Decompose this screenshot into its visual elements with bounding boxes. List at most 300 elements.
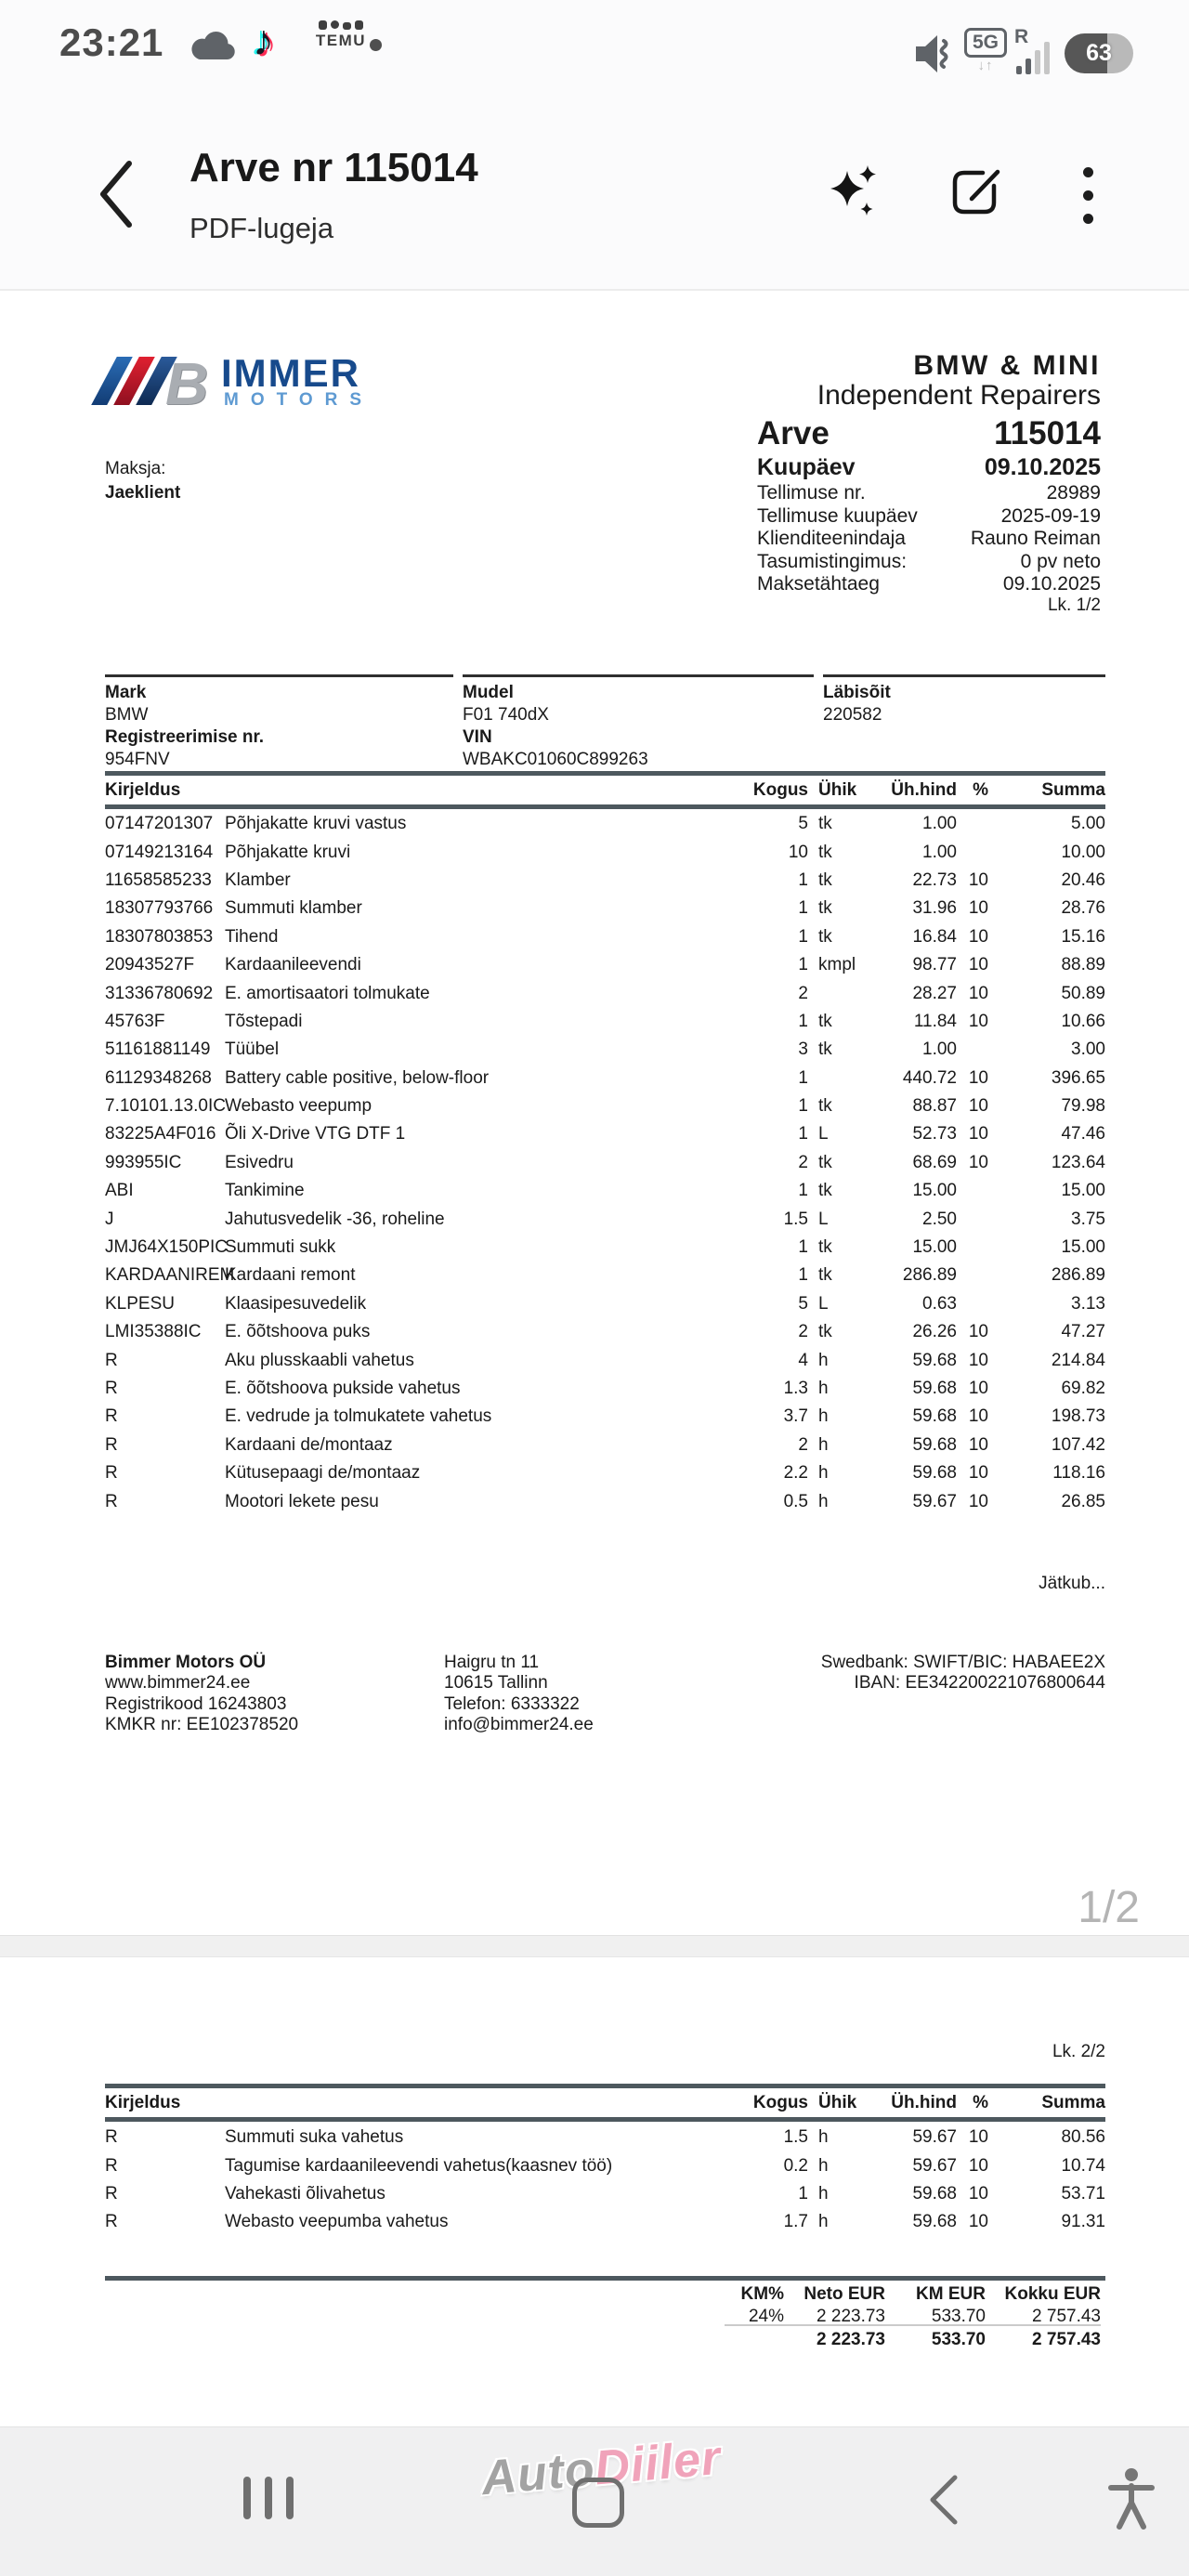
item-description: Klaasipesuvedelik xyxy=(225,1293,367,1314)
temu-icon xyxy=(308,20,373,50)
item-unit: h xyxy=(818,1379,829,1398)
invoice-line-row xyxy=(105,2151,1105,2179)
item-total: 10.00 xyxy=(1061,842,1105,862)
invoice-detail-row xyxy=(757,482,1101,505)
vehicle-model-value: F01 740dX xyxy=(463,705,549,725)
vehicle-rule-2 xyxy=(463,674,814,677)
item-unit: tk xyxy=(818,926,832,947)
footer-bank-col xyxy=(641,1653,1105,1694)
vehicle-vin-value: WBAKC01060C899263 xyxy=(463,750,648,769)
detail-value: 28989 xyxy=(1046,482,1101,503)
item-unit: tk xyxy=(818,1265,832,1286)
item-unit-price: 1.00 xyxy=(922,842,957,862)
invoice-line-row xyxy=(105,979,1105,1007)
top-app-bar xyxy=(0,0,1189,291)
col-pct: % xyxy=(973,780,988,800)
col-kirjeldus: Kirjeldus xyxy=(105,780,181,800)
item-discount-pct: 10 xyxy=(968,1463,988,1484)
items-header-1 xyxy=(105,779,1105,802)
item-discount-pct: 10 xyxy=(968,1350,988,1370)
item-discount-pct: 10 xyxy=(968,1124,988,1144)
footer-line: KMKR nr: EE102378520 xyxy=(105,1715,299,1735)
item-quantity: 0.5 xyxy=(783,1491,808,1511)
item-unit: tk xyxy=(818,1011,832,1031)
page-title: Arve nr 115014 xyxy=(189,145,478,190)
footer-line: Swedbank: SWIFT/BIC: HABAEE2X xyxy=(820,1653,1105,1672)
item-code: 51161881149 xyxy=(105,1040,211,1060)
item-unit-price: 1.00 xyxy=(922,814,957,834)
item-code: 07149213164 xyxy=(105,842,214,862)
detail-label: Tellimuse nr. xyxy=(757,482,866,503)
vat-amount: 533.70 xyxy=(931,2307,986,2326)
item-unit-price: 59.68 xyxy=(912,2183,957,2203)
divider-thick xyxy=(105,2276,1105,2281)
invoice-line-row xyxy=(105,2180,1105,2208)
divider-thick xyxy=(105,2117,1105,2122)
vehicle-model-label: Mudel xyxy=(463,683,514,702)
item-unit-price: 16.84 xyxy=(912,926,957,947)
item-description: Kardaani de/montaaz xyxy=(225,1434,393,1455)
item-unit-price: 59.68 xyxy=(912,2212,957,2232)
invoice-line-row xyxy=(105,1036,1105,1064)
item-quantity: 2 xyxy=(798,1152,808,1172)
item-unit: L xyxy=(818,1209,829,1229)
item-unit-price: 98.77 xyxy=(912,955,957,975)
col-yhik: Ühik xyxy=(818,780,857,800)
item-total: 28.76 xyxy=(1061,898,1105,919)
totals-divider xyxy=(725,2324,1101,2326)
item-code: 20943527F xyxy=(105,955,195,975)
item-code: 07147201307 xyxy=(105,814,214,834)
item-description: Mootori lekete pesu xyxy=(225,1491,379,1511)
item-description: Vahekasti õlivahetus xyxy=(225,2183,385,2203)
totals-kokku-label: Kokku EUR xyxy=(1004,2284,1101,2304)
item-quantity: 2 xyxy=(798,983,808,1003)
item-unit: tk xyxy=(818,1152,832,1172)
5g-icon xyxy=(964,28,1007,74)
battery-percent: 63 xyxy=(1086,40,1112,66)
watermark-auto: Auto xyxy=(478,2441,597,2506)
invoice-detail-row xyxy=(757,528,1101,551)
item-quantity: 1 xyxy=(798,1181,808,1201)
invoice-line-row xyxy=(105,1149,1105,1177)
item-unit-price: 68.69 xyxy=(912,1152,957,1172)
col-yhhind: Üh.hind xyxy=(891,780,957,800)
invoice-line-row xyxy=(105,810,1105,838)
detail-label: Klienditeenindaja xyxy=(757,528,906,550)
invoice-line-row xyxy=(105,838,1105,866)
divider-thick xyxy=(105,771,1105,776)
5g-badge: 5G xyxy=(964,28,1007,58)
item-total: 5.00 xyxy=(1071,814,1105,834)
item-total: 3.75 xyxy=(1071,1209,1105,1229)
item-discount-pct: 10 xyxy=(968,926,988,947)
col-kirjeldus: Kirjeldus xyxy=(105,2093,181,2112)
item-quantity: 10 xyxy=(788,842,808,862)
vehicle-rule-3 xyxy=(823,674,1105,677)
totals-km-label: KM EUR xyxy=(916,2284,986,2304)
invoice-line-row xyxy=(105,1092,1105,1120)
item-code: R xyxy=(105,2212,118,2232)
divider-thick xyxy=(105,2084,1105,2088)
grand-total: 2 757.43 xyxy=(1032,2330,1101,2349)
item-unit: h xyxy=(818,1434,829,1455)
item-code: R xyxy=(105,1434,118,1455)
item-quantity: 1 xyxy=(798,898,808,919)
item-description: Tihend xyxy=(225,926,279,947)
item-total: 198.73 xyxy=(1051,1406,1105,1427)
brand-subheading: Independent Repairers xyxy=(817,380,1101,411)
item-quantity: 1 xyxy=(798,926,808,947)
item-total: 3.13 xyxy=(1071,1293,1105,1314)
invoice-line-row xyxy=(105,951,1105,979)
divider-thick xyxy=(105,804,1105,809)
item-description: Õli X-Drive VTG DTF 1 xyxy=(225,1124,406,1144)
invoice-line-row xyxy=(105,1403,1105,1431)
invoice-line-row xyxy=(105,1008,1105,1036)
item-quantity: 2 xyxy=(798,1322,808,1342)
footer-line: Haigru tn 11 xyxy=(444,1653,540,1672)
vehicle-mileage-value: 220582 xyxy=(823,705,882,725)
invoice-number: 115014 xyxy=(994,415,1101,451)
item-unit-price: 28.27 xyxy=(912,983,957,1003)
grand-vat: 533.70 xyxy=(931,2330,986,2349)
item-discount-pct: 10 xyxy=(968,1152,988,1172)
roaming-indicator: R xyxy=(1014,26,1029,47)
item-quantity: 1 xyxy=(798,1096,808,1117)
grand-net: 2 223.73 xyxy=(817,2330,885,2349)
item-quantity: 1 xyxy=(798,1067,808,1088)
item-discount-pct: 10 xyxy=(968,1011,988,1031)
item-description: E. amortisaatori tolmukate xyxy=(225,983,430,1003)
item-description: Jahutusvedelik -36, roheline xyxy=(225,1209,445,1229)
items-list-1 xyxy=(105,810,1105,1516)
item-total: 88.89 xyxy=(1061,955,1105,975)
back-button[interactable] xyxy=(923,2474,962,2530)
overflow-menu-icon[interactable] xyxy=(1083,167,1094,237)
invoice-date-value: 09.10.2025 xyxy=(984,454,1101,480)
item-description: Summuti suka vahetus xyxy=(225,2127,404,2148)
invoice-line-row xyxy=(105,1177,1105,1205)
invoice-detail-rows xyxy=(757,482,1101,596)
item-description: Klamber xyxy=(225,870,291,890)
item-quantity: 1 xyxy=(798,1237,808,1258)
item-total: 107.42 xyxy=(1051,1434,1105,1455)
item-total: 79.98 xyxy=(1061,1096,1105,1117)
item-description: Aku plusskaabli vahetus xyxy=(225,1350,414,1370)
footer-company-name: Bimmer Motors OÜ xyxy=(105,1653,267,1672)
item-discount-pct: 10 xyxy=(968,1434,988,1455)
invoice-line-row xyxy=(105,1318,1105,1346)
tiktok-icon: ♪ xyxy=(253,16,274,64)
col-summa: Summa xyxy=(1041,780,1105,800)
item-total: 3.00 xyxy=(1071,1040,1105,1060)
item-code: 31336780692 xyxy=(105,983,214,1003)
invoice-date-label: Kuupäev xyxy=(757,454,856,480)
detail-label: Maksetähtaeg xyxy=(757,573,880,595)
logo-motors-text: MOTORS xyxy=(224,390,374,410)
item-unit: h xyxy=(818,2127,829,2148)
item-total: 91.31 xyxy=(1061,2212,1105,2232)
item-unit-price: 59.68 xyxy=(912,1434,957,1455)
notification-dot-icon xyxy=(370,39,382,51)
item-code: R xyxy=(105,2155,118,2176)
item-unit: tk xyxy=(818,1096,832,1117)
item-code: R xyxy=(105,1463,118,1484)
invoice-line-row xyxy=(105,923,1105,951)
page-separator xyxy=(0,1935,1189,1957)
item-unit-price: 52.73 xyxy=(912,1124,957,1144)
item-unit: L xyxy=(818,1293,829,1314)
invoice-line-row xyxy=(105,1487,1105,1515)
logo-b-letter: B xyxy=(165,350,209,417)
footer-line: IBAN: EE342200221076800644 xyxy=(854,1673,1105,1693)
item-unit-price: 59.68 xyxy=(912,1463,957,1484)
item-quantity: 1 xyxy=(798,1124,808,1144)
item-discount-pct: 10 xyxy=(968,1491,988,1511)
bimmer-motors-logo xyxy=(93,350,374,417)
item-total: 26.85 xyxy=(1061,1491,1105,1511)
item-discount-pct: 10 xyxy=(968,955,988,975)
item-quantity: 1.3 xyxy=(783,1379,808,1398)
item-total: 10.66 xyxy=(1061,1011,1105,1031)
item-quantity: 1 xyxy=(798,2183,808,2203)
detail-value: 0 pv neto xyxy=(1020,550,1101,572)
item-description: Summuti klamber xyxy=(225,898,362,919)
item-description: Kütusepaagi de/montaaz xyxy=(225,1463,421,1484)
status-clock: 23:21 xyxy=(59,20,164,64)
item-discount-pct: 10 xyxy=(968,2212,988,2232)
item-description: E. vedrude ja tolmukatete vahetus xyxy=(225,1406,492,1427)
logo-immer-text: IMMER xyxy=(221,351,360,395)
item-quantity: 4 xyxy=(798,1350,808,1370)
item-unit: h xyxy=(818,1491,829,1511)
item-unit-price: 88.87 xyxy=(912,1096,957,1117)
back-icon[interactable] xyxy=(96,158,137,235)
invoice-line-row xyxy=(105,2208,1105,2236)
item-total: 214.84 xyxy=(1051,1350,1105,1370)
recents-button[interactable] xyxy=(243,2477,294,2519)
vehicle-reg-value: 954FNV xyxy=(105,750,170,769)
item-total: 80.56 xyxy=(1061,2127,1105,2148)
temu-mini-glyphs xyxy=(308,20,373,30)
item-description: Tõstepadi xyxy=(225,1011,303,1031)
item-unit-price: 0.63 xyxy=(922,1293,957,1314)
item-total: 53.71 xyxy=(1061,2183,1105,2203)
item-unit: tk xyxy=(818,898,832,919)
item-code: LMI35388IC xyxy=(105,1322,202,1342)
invoice-line-row xyxy=(105,1205,1105,1233)
item-code: R xyxy=(105,1406,118,1427)
item-unit: kmpl xyxy=(818,955,856,975)
item-unit-price: 286.89 xyxy=(902,1265,957,1286)
item-discount-pct: 10 xyxy=(968,1379,988,1398)
invoice-label: Arve xyxy=(757,415,830,451)
item-code: R xyxy=(105,1350,118,1370)
item-code: 83225A4F016 xyxy=(105,1124,216,1144)
item-total: 15.00 xyxy=(1061,1181,1105,1201)
item-unit-price: 15.00 xyxy=(912,1181,957,1201)
col-pct: % xyxy=(973,2093,988,2112)
item-discount-pct: 10 xyxy=(968,1096,988,1117)
item-unit-price: 15.00 xyxy=(912,1237,957,1258)
gross-amount: 2 757.43 xyxy=(1032,2307,1101,2326)
item-unit: tk xyxy=(818,814,832,834)
item-quantity: 1 xyxy=(798,1011,808,1031)
item-total: 47.46 xyxy=(1061,1124,1105,1144)
item-description: E. õõtshoova puks xyxy=(225,1322,371,1342)
vehicle-vin-label: VIN xyxy=(463,727,492,747)
item-total: 15.00 xyxy=(1061,1237,1105,1258)
col-summa: Summa xyxy=(1041,2093,1105,2112)
item-description: Põhjakatte kruvi vastus xyxy=(225,814,407,834)
system-navigation-bar xyxy=(0,2426,1189,2576)
item-quantity: 5 xyxy=(798,1293,808,1314)
item-description: Tankimine xyxy=(225,1181,305,1201)
watermark-diiler: Diiler xyxy=(592,2430,724,2496)
footer-line: Telefon: 6333322 xyxy=(444,1693,580,1714)
col-yhik: Ühik xyxy=(818,2093,857,2112)
item-unit: tk xyxy=(818,842,832,862)
brand-heading: BMW & MINI xyxy=(913,350,1101,381)
item-quantity: 3 xyxy=(798,1040,808,1060)
item-unit: h xyxy=(818,2183,829,2203)
page-subtitle: PDF-lugeja xyxy=(189,212,334,244)
data-arrows-icon: ↓↑ xyxy=(977,58,994,73)
item-unit-price: 2.50 xyxy=(922,1209,957,1229)
invoice-line-row xyxy=(105,1375,1105,1403)
item-quantity: 3.7 xyxy=(783,1406,808,1427)
item-unit: tk xyxy=(818,1181,832,1201)
item-description: Tagumise kardaanileevendi vahetus(kaasnev töö) xyxy=(225,2155,613,2176)
mute-icon xyxy=(914,32,959,81)
continues-note: Jätkub... xyxy=(1039,1574,1105,1593)
col-kogus: Kogus xyxy=(752,2093,808,2112)
page-label-1: Lk. 1/2 xyxy=(1047,595,1101,615)
item-code: JMJ64X150PIC xyxy=(105,1237,229,1258)
item-quantity: 1.5 xyxy=(783,2127,808,2148)
item-unit-price: 59.68 xyxy=(912,1406,957,1427)
item-unit: tk xyxy=(818,1040,832,1060)
footer-line: 10615 Tallinn xyxy=(444,1673,548,1693)
items-header-2 xyxy=(105,2092,1105,2114)
item-code: R xyxy=(105,1491,118,1511)
footer-line: info@bimmer24.ee xyxy=(444,1715,594,1735)
item-quantity: 2.2 xyxy=(783,1463,808,1484)
item-unit-price: 440.72 xyxy=(902,1067,957,1088)
footer-line: Registrikood 16243803 xyxy=(105,1693,287,1714)
item-total: 47.27 xyxy=(1061,1322,1105,1342)
item-total: 396.65 xyxy=(1051,1067,1105,1088)
item-quantity: 1.5 xyxy=(783,1209,808,1229)
item-quantity: 1 xyxy=(798,955,808,975)
item-description: Tüübel xyxy=(225,1040,280,1060)
page-indicator: 1/2 xyxy=(1078,1883,1140,1932)
invoice-number-row xyxy=(757,415,1101,452)
invoice-line-row xyxy=(105,867,1105,895)
invoice-line-row xyxy=(105,1432,1105,1459)
signal-strength-icon xyxy=(1014,26,1057,76)
items-list-2 xyxy=(105,2124,1105,2237)
item-code: 7.10101.13.0IC xyxy=(105,1096,226,1117)
item-discount-pct: 10 xyxy=(968,898,988,919)
vehicle-mileage-label: Läbisõit xyxy=(823,683,891,702)
item-discount-pct: 10 xyxy=(968,1322,988,1342)
invoice-line-row xyxy=(105,1459,1105,1487)
item-discount-pct: 10 xyxy=(968,2183,988,2203)
item-unit-price: 59.68 xyxy=(912,1379,957,1398)
invoice-date-row xyxy=(757,454,1101,481)
item-code: 993955IC xyxy=(105,1152,182,1172)
invoice-detail-row xyxy=(757,551,1101,574)
footer-address-col xyxy=(444,1653,594,1736)
payer-value: Jaeklient xyxy=(105,483,181,503)
footer-line: www.bimmer24.ee xyxy=(105,1673,251,1693)
totals-neto-label: Neto EUR xyxy=(804,2284,885,2304)
item-unit: tk xyxy=(818,1237,832,1258)
item-quantity: 1 xyxy=(798,870,808,890)
invoice-line-row xyxy=(105,1234,1105,1262)
item-total: 69.82 xyxy=(1061,1379,1105,1398)
col-yhhind: Üh.hind xyxy=(891,2093,957,2112)
item-unit-price: 59.68 xyxy=(912,1350,957,1370)
item-total: 20.46 xyxy=(1061,870,1105,890)
item-unit-price: 59.67 xyxy=(912,2155,957,2176)
temu-label: TEMU xyxy=(315,32,367,49)
edit-icon[interactable] xyxy=(947,163,1005,226)
vehicle-rule-1 xyxy=(105,674,453,677)
vat-rate: 24% xyxy=(748,2307,784,2326)
item-total: 118.16 xyxy=(1052,1463,1105,1484)
item-unit: tk xyxy=(818,1322,832,1342)
battery-indicator xyxy=(1065,33,1133,73)
item-unit-price: 31.96 xyxy=(912,898,957,919)
item-unit: tk xyxy=(818,870,832,890)
item-unit: h xyxy=(818,2155,829,2176)
invoice-detail-row xyxy=(757,505,1101,529)
detail-value: 09.10.2025 xyxy=(1002,573,1101,595)
item-total: 123.64 xyxy=(1051,1152,1105,1172)
item-description: Summuti sukk xyxy=(225,1237,336,1258)
totals-km-pct-label: KM% xyxy=(740,2284,784,2304)
item-unit-price: 11.84 xyxy=(913,1011,957,1031)
net-amount: 2 223.73 xyxy=(817,2307,885,2326)
col-kogus: Kogus xyxy=(752,780,808,800)
home-button[interactable] xyxy=(572,2478,624,2528)
item-unit: L xyxy=(818,1124,829,1144)
detail-value: 2025-09-19 xyxy=(1000,504,1101,527)
item-unit: h xyxy=(818,1463,829,1484)
item-discount-pct: 10 xyxy=(968,1406,988,1427)
item-description: Põhjakatte kruvi xyxy=(225,842,351,862)
item-discount-pct: 10 xyxy=(968,2127,988,2148)
item-code: 18307803853 xyxy=(105,926,214,947)
item-quantity: 2 xyxy=(798,1434,808,1455)
item-description: Battery cable positive, below-floor xyxy=(225,1067,490,1088)
accessibility-button[interactable] xyxy=(1107,2467,1156,2537)
item-quantity: 0.2 xyxy=(783,2155,808,2176)
page-label-2: Lk. 2/2 xyxy=(1052,2042,1105,2061)
ai-sparkle-icon[interactable] xyxy=(823,162,884,228)
invoice-line-row xyxy=(105,1290,1105,1318)
item-description: E. õõtshoova pukside vahetus xyxy=(225,1379,461,1398)
totals-grand-row xyxy=(660,2330,1101,2350)
item-code: 11658585233 xyxy=(105,870,212,890)
item-unit-price: 22.73 xyxy=(912,870,957,890)
detail-label: Tasumistingimus: xyxy=(757,550,908,572)
item-code: J xyxy=(105,1209,114,1229)
item-total: 15.16 xyxy=(1061,926,1105,947)
